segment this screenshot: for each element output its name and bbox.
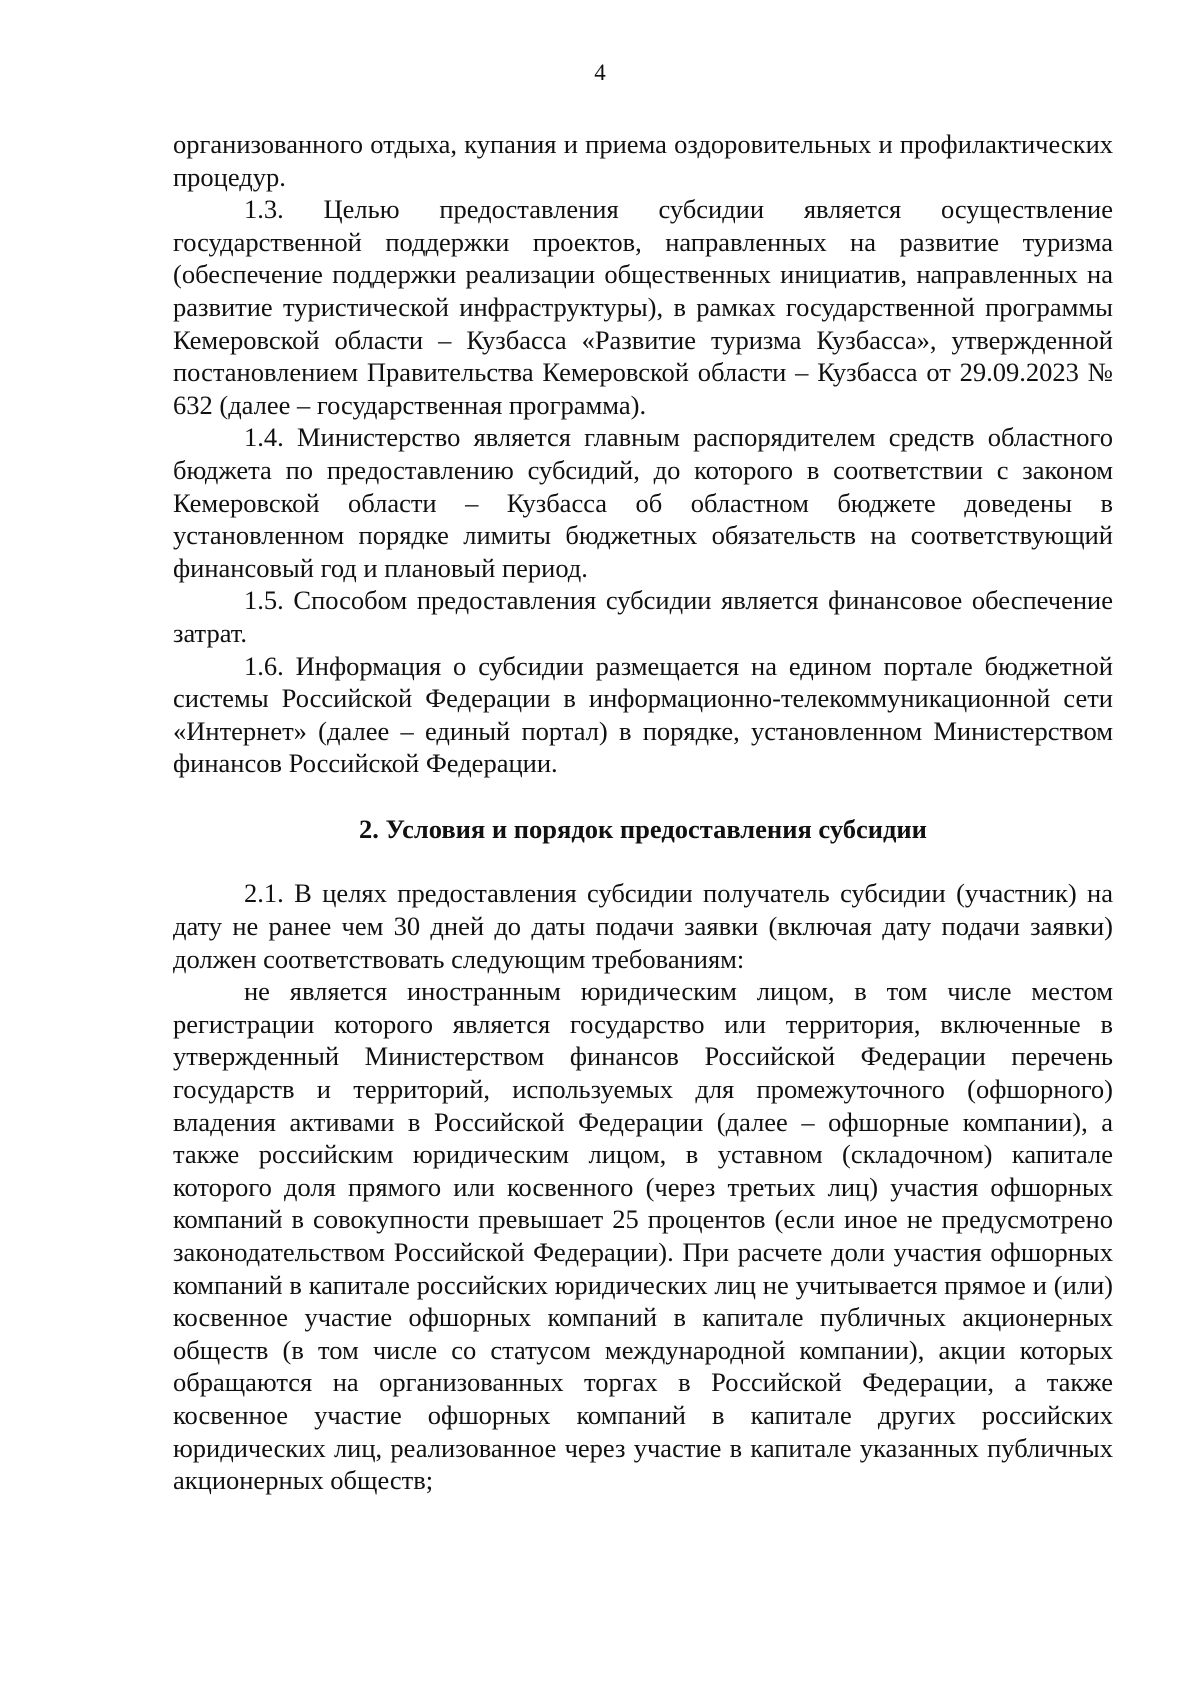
- paragraph-1-5: 1.5. Способом предоставления субсидии является финансовое обеспечение затрат.: [173, 585, 1113, 648]
- page-number: 4: [594, 60, 606, 85]
- paragraph-1-3: 1.3. Целью предоставления субсидии является осуществление государственной поддержки проектов, направленных на развитие туризма (обеспечение поддержки реализации общественных инициатив, направленных на развитие туристической инфраструктуры), в рамках государственной программы Кемеровской области – Кузбасса «Развитие туризма Кузбасса», утвержденной постановлением Правительства Кемеровской области – Кузбасса от 29.09.2023 № 632 (далее – государственная программа).: [173, 194, 1113, 420]
- paragraph-continuation: организованного отдыха, купания и приема оздоровительных и профилактических процедур.: [173, 129, 1113, 192]
- paragraph-2-1: 2.1. В целях предоставления субсидии получатель субсидии (участник) на дату не ранее чем 30 дней до даты подачи заявки (включая дату подачи заявки) должен соответствовать следующим требованиям:: [173, 878, 1113, 974]
- paragraph-1-4: 1.4. Министерство является главным распорядителем средств областного бюджета по предоставлению субсидий, до которого в соответствии с законом Кемеровской области – Кузбасса об областном бюджете доведены в установленном порядке лимиты бюджетных обязательств на соответствующий финансовый год и плановый период.: [173, 422, 1113, 583]
- section-heading: 2. Условия и порядок предоставления субсидии: [359, 813, 927, 844]
- paragraph-requirement-offshore: не является иностранным юридическим лицом, в том числе местом регистрации которого является государство или территория, включенные в утвержденный Министерством финансов Российской Федерации перечень государств и территорий, используемых для промежуточного (офшорного) владения активами в Российской Федерации (далее – офшорные компании), а также российским юридическим лицом, в уставном (складочном) капитале которого доля прямого или косвенного (через третьих лиц) участия офшорных компаний в совокупности превышает 25 процентов (если иное не предусмотрено законодательством Российской Федерации). При расчете доли участия офшорных компаний в капитале российских юридических лиц не учитывается прямое и (или) косвенное участие офшорных компаний в капитале публичных акционерных обществ (в том числе со статусом международной компании), акции которых обращаются на организованных торгах в Российской Федерации, а также косвенное участие офшорных компаний в капитале других российских юридических лиц, реализованное через участие в капитале указанных публичных акционерных обществ;: [173, 976, 1113, 1496]
- document-body: [173, 128, 1113, 1497]
- paragraph-1-6: 1.6. Информация о субсидии размещается на едином портале бюджетной системы Российской Федерации в информационно-телекоммуникационной сети «Интернет» (далее – единый портал) в порядке, установленном Министерством финансов Российской Федерации.: [173, 650, 1113, 779]
